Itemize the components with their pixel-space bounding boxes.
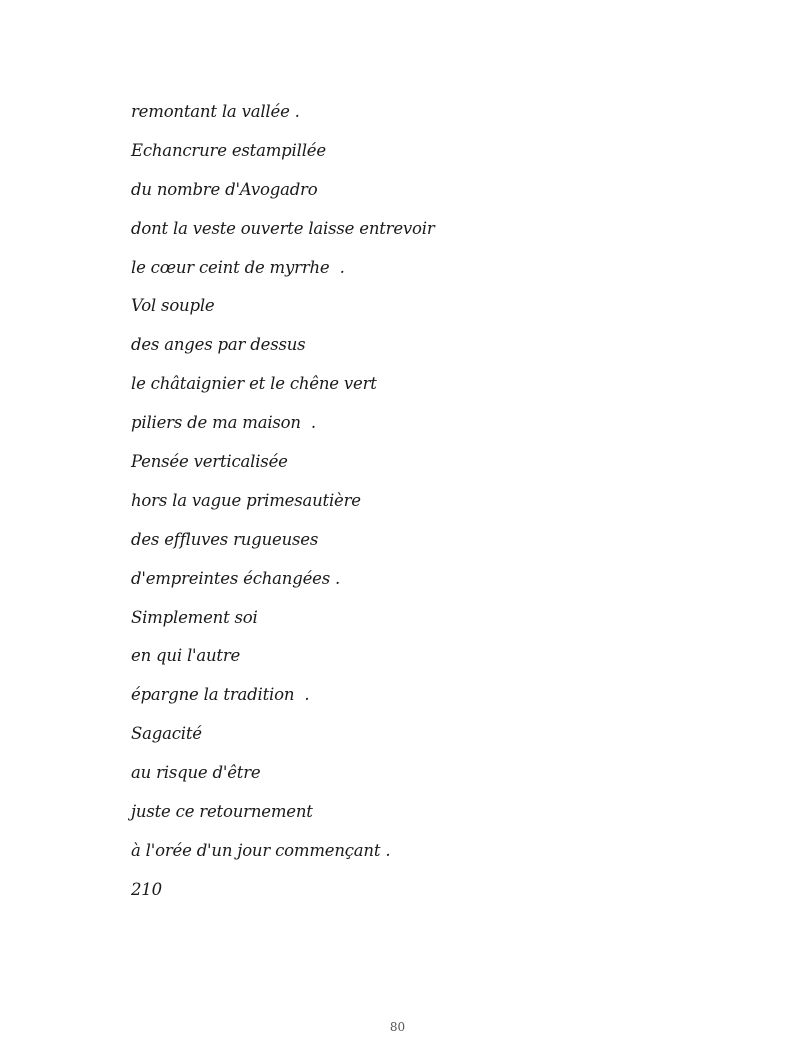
poem-line: à l'orée d'un jour commençant . [131, 840, 391, 860]
poem-line: épargne la tradition . [131, 685, 310, 705]
poem-line: Simplement soi [131, 607, 258, 627]
poem-line: du nombre d'Avogadro [131, 179, 318, 199]
poem-line: Vol souple [131, 296, 215, 316]
poem-line: le châtaignier et le chêne vert [131, 374, 377, 394]
poem-line: dont la veste ouverte laisse entrevoir [131, 218, 435, 238]
poem-text [131, 99, 435, 916]
poem-line: en qui l'autre [131, 646, 241, 666]
poem-line: des anges par dessus [131, 335, 306, 355]
poem-line: au risque d'être [131, 763, 261, 783]
poem-line: hors la vague primesautière [131, 490, 361, 510]
poem-line: remontant la vallée . [131, 102, 300, 121]
poem-line: Echancrure estampillée [131, 140, 326, 160]
poem-line: piliers de ma maison . [131, 413, 316, 433]
poem-line-number: 210 [131, 879, 162, 899]
poem-line: le cœur ceint de myrrhe . [131, 257, 345, 277]
poem-line: d'empreintes échangées . [131, 568, 341, 588]
poem-line: Sagacité [131, 724, 202, 744]
poem-line: des effluves rugueuses [131, 529, 319, 549]
poem-line: juste ce retournement [131, 802, 313, 822]
poem-line: Pensée verticalisée [131, 452, 288, 472]
page-number: 80 [389, 1020, 406, 1034]
